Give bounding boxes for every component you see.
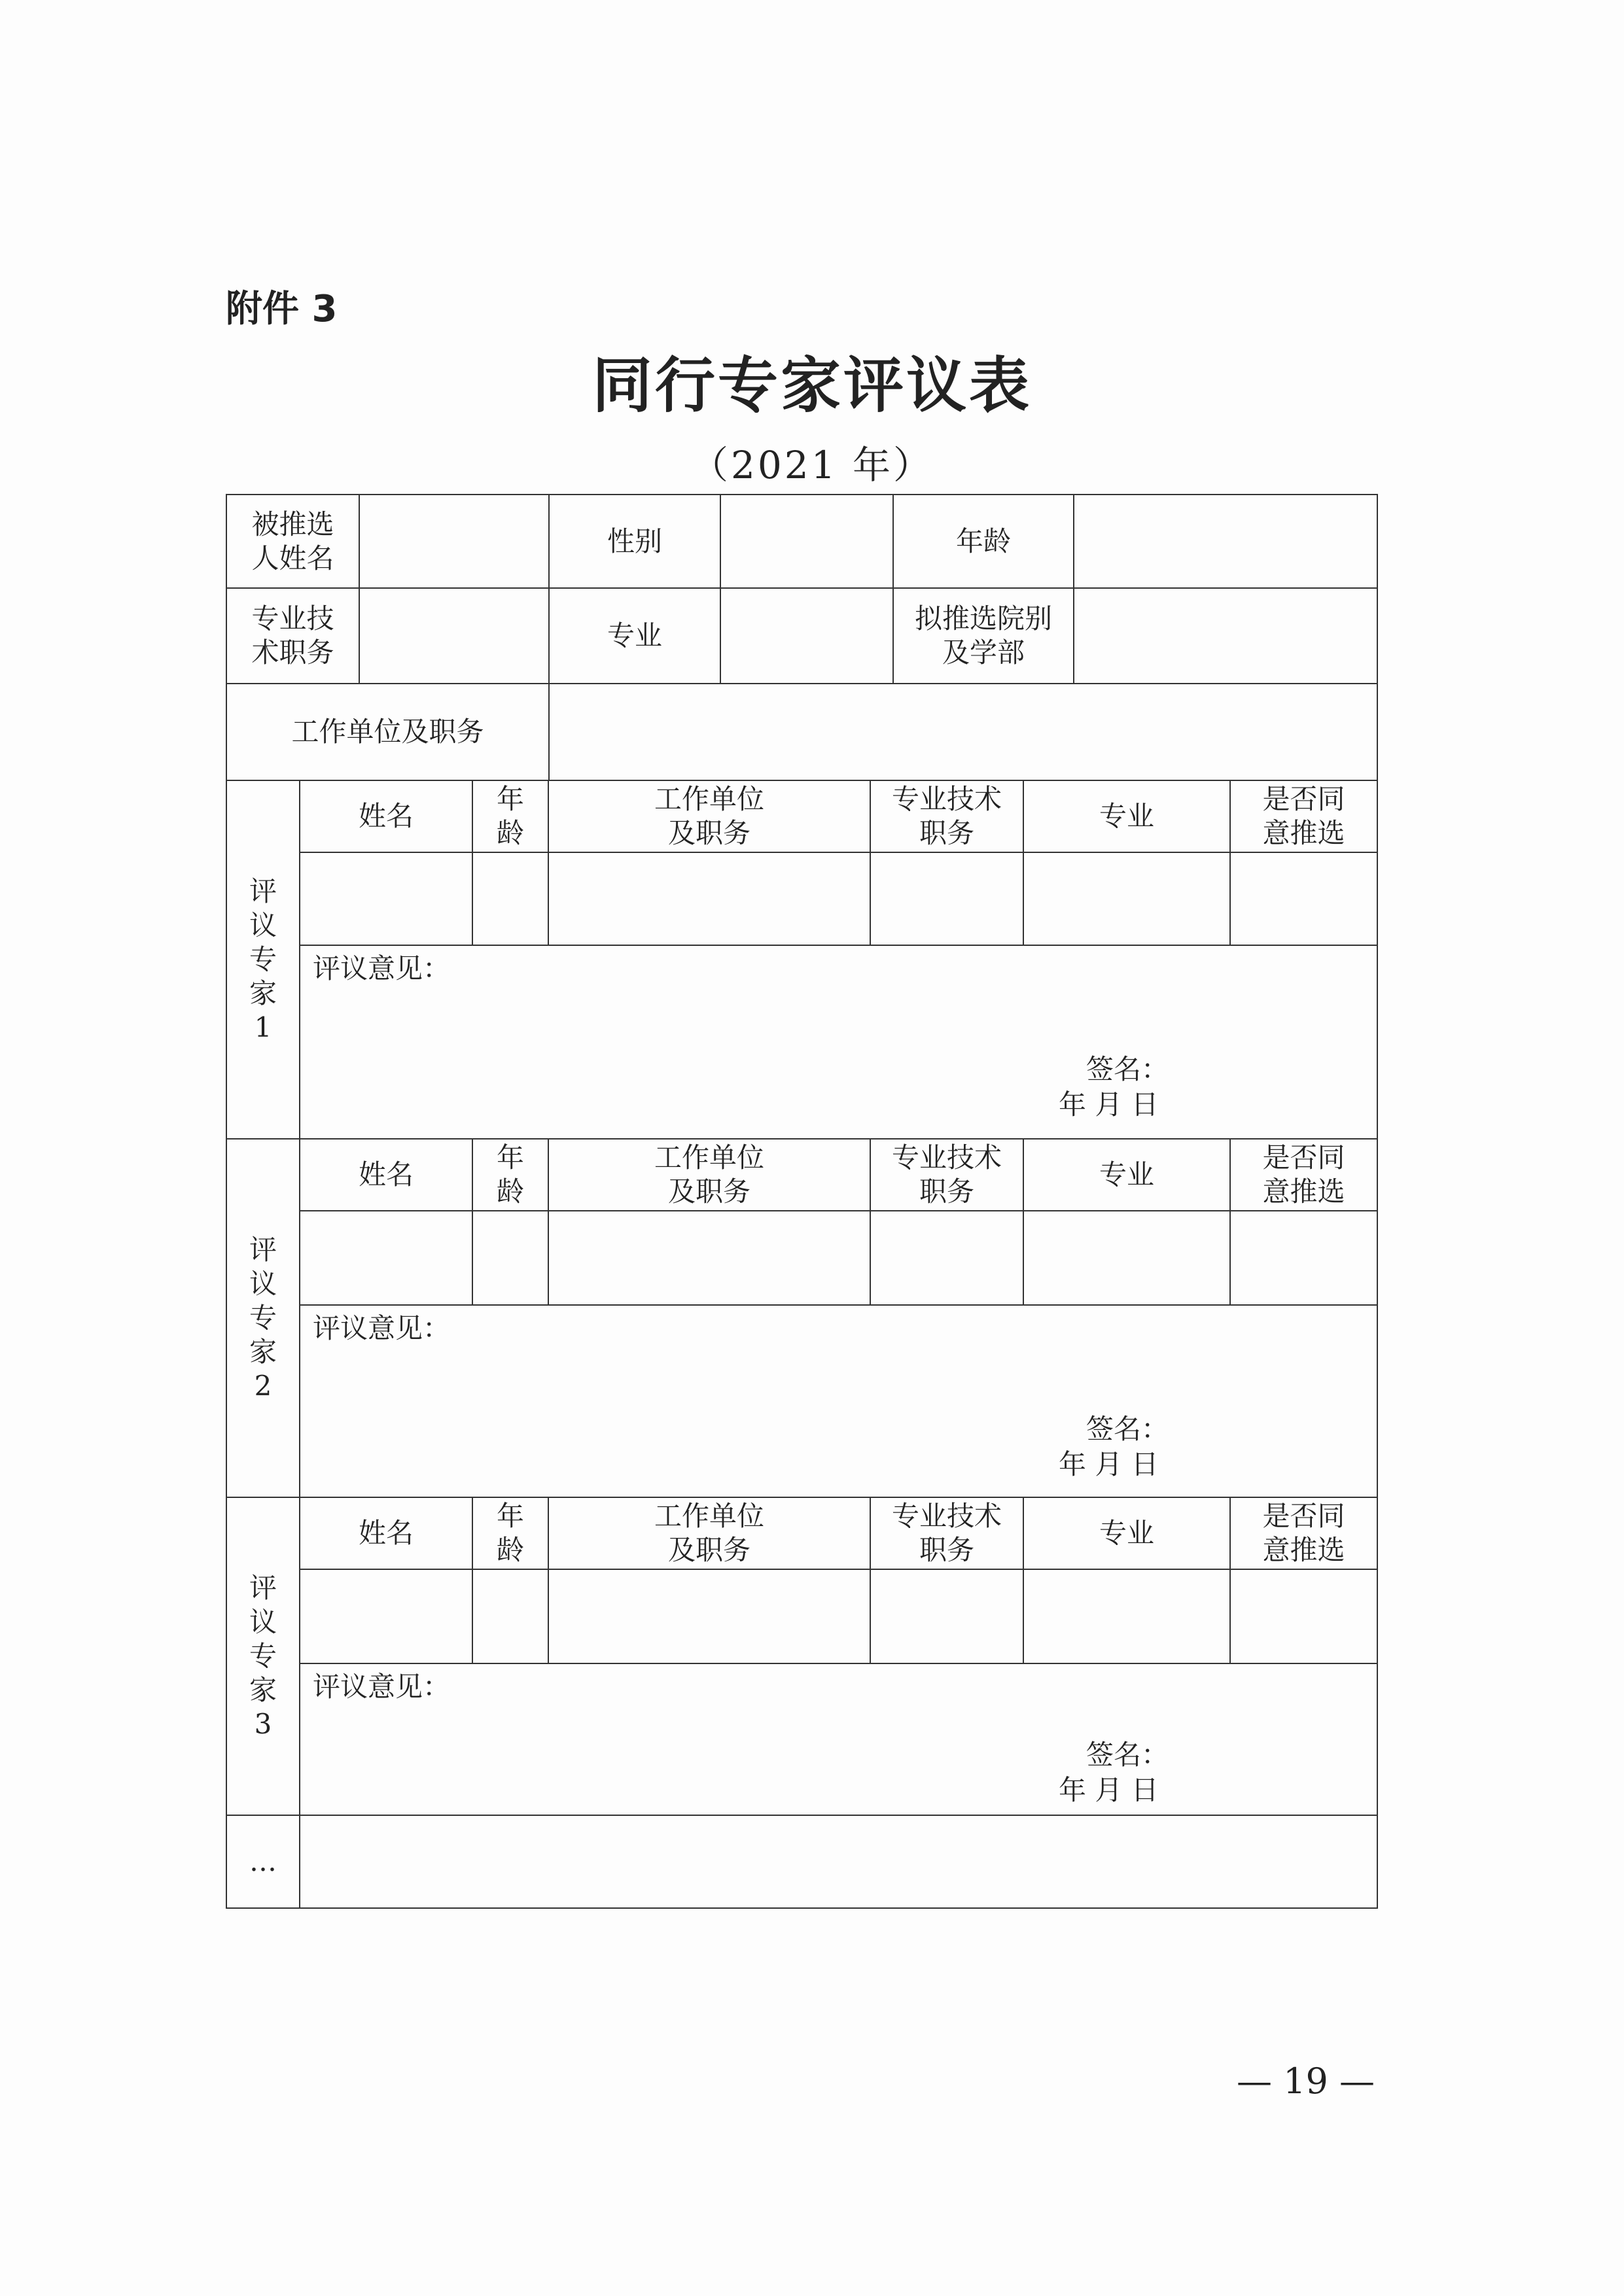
expert-col-work: 工作单位 及职务	[548, 780, 871, 853]
expert-opinion-field[interactable]	[299, 1304, 1378, 1498]
expert-date-label: 年 月 日	[1059, 1088, 1159, 1121]
expert-col-work: 工作单位 及职务	[548, 1497, 871, 1570]
candidate-gender-label: 性别	[548, 494, 721, 589]
expert-name-field[interactable]	[299, 852, 473, 946]
expert-agree-field[interactable]	[1229, 1569, 1378, 1664]
expert-date-label: 年 月 日	[1059, 1774, 1159, 1806]
expert-major-field[interactable]	[1023, 1569, 1231, 1664]
expert-col-agree: 是否同 意推选	[1229, 1138, 1378, 1211]
expert-col-major: 专业	[1023, 1138, 1231, 1211]
candidate-gender-field[interactable]	[720, 494, 894, 589]
expert-title-field[interactable]	[870, 1210, 1024, 1306]
expert-opinion-field[interactable]	[299, 945, 1378, 1139]
expert-date-label: 年 月 日	[1059, 1448, 1159, 1480]
candidate-title-label: 专业技 术职务	[226, 587, 360, 684]
expert-signature-label: 签名：	[1086, 1739, 1169, 1771]
expert-col-title: 专业技术 职务	[870, 780, 1024, 853]
expert-work-field[interactable]	[548, 852, 871, 946]
expert-age-field[interactable]	[472, 852, 549, 946]
expert-name-field[interactable]	[299, 1210, 473, 1306]
expert-title-field[interactable]	[870, 852, 1024, 946]
candidate-work-field[interactable]	[548, 683, 1378, 781]
expert-name-field[interactable]	[299, 1569, 473, 1664]
expert-age-field[interactable]	[472, 1569, 549, 1664]
expert-col-major: 专业	[1023, 1497, 1231, 1570]
expert-col-name: 姓名	[299, 1497, 473, 1570]
expert-opinion-label: 评议意见：	[313, 1671, 451, 1703]
form-year: （2021 年）	[690, 443, 934, 487]
expert-major-field[interactable]	[1023, 1210, 1231, 1306]
expert-agree-field[interactable]	[1229, 852, 1378, 946]
expert-col-age: 年 龄	[472, 1497, 549, 1570]
more-row-field[interactable]	[299, 1815, 1378, 1909]
attachment-label: 附件 3	[226, 288, 338, 330]
expert-signature-label: 签名：	[1086, 1413, 1169, 1445]
expert-col-major: 专业	[1023, 780, 1231, 853]
candidate-dept-label: 拟推选院别 及学部	[892, 587, 1074, 684]
expert-col-title: 专业技术 职务	[870, 1497, 1024, 1570]
candidate-name-field[interactable]	[359, 494, 550, 589]
candidate-age-label: 年龄	[892, 494, 1074, 589]
expert-title-field[interactable]	[870, 1569, 1024, 1664]
expert-age-field[interactable]	[472, 1210, 549, 1306]
expert-col-agree: 是否同 意推选	[1229, 780, 1378, 853]
expert-col-name: 姓名	[299, 1138, 473, 1211]
expert-side-label: 评 议 专 家 2	[226, 1138, 300, 1498]
candidate-work-label: 工作单位及职务	[226, 683, 550, 781]
candidate-major-label: 专业	[548, 587, 721, 684]
expert-work-field[interactable]	[548, 1569, 871, 1664]
expert-col-title: 专业技术 职务	[870, 1138, 1024, 1211]
expert-agree-field[interactable]	[1229, 1210, 1378, 1306]
expert-side-label: 评 议 专 家 3	[226, 1497, 300, 1816]
expert-opinion-field[interactable]	[299, 1663, 1378, 1816]
more-ellipsis: …	[226, 1815, 300, 1909]
expert-signature-label: 签名：	[1086, 1053, 1169, 1085]
expert-opinion-label: 评议意见：	[313, 952, 451, 984]
expert-opinion-label: 评议意见：	[313, 1312, 451, 1344]
page-number: — 19 —	[1237, 2061, 1375, 2102]
candidate-age-field[interactable]	[1073, 494, 1378, 589]
expert-col-age: 年 龄	[472, 780, 549, 853]
candidate-major-field[interactable]	[720, 587, 894, 684]
expert-col-work: 工作单位 及职务	[548, 1138, 871, 1211]
expert-work-field[interactable]	[548, 1210, 871, 1306]
expert-col-age: 年 龄	[472, 1138, 549, 1211]
expert-major-field[interactable]	[1023, 852, 1231, 946]
candidate-dept-field[interactable]	[1073, 587, 1378, 684]
candidate-title-field[interactable]	[359, 587, 550, 684]
candidate-name-label: 被推选 人姓名	[226, 494, 360, 589]
expert-col-agree: 是否同 意推选	[1229, 1497, 1378, 1570]
form-title: 同行专家评议表	[591, 350, 1032, 421]
expert-col-name: 姓名	[299, 780, 473, 853]
expert-side-label: 评 议 专 家 1	[226, 780, 300, 1139]
